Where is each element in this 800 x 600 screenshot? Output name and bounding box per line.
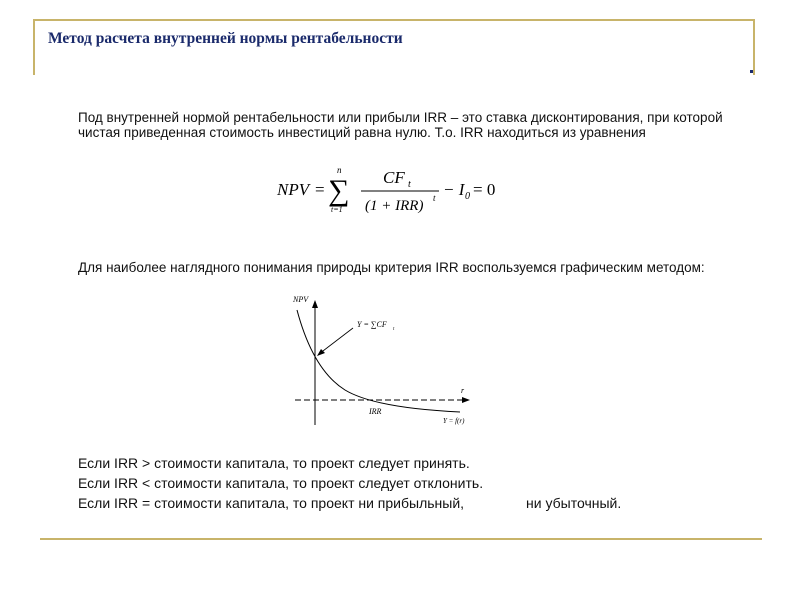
x-axis-arrow	[462, 397, 470, 403]
condition-accept-text: Если IRR > стоимости капитала, то проект следует принять.	[78, 455, 470, 471]
formula-upper: n	[337, 165, 342, 175]
condition-neutral-tail: ни убыточный.	[526, 495, 622, 511]
slide-title: Метод расчета внутренней нормы рентабельности	[48, 30, 403, 47]
condition-reject	[78, 473, 483, 493]
curve-label-sub: t	[393, 327, 395, 332]
function-label: Y = f(r)	[443, 417, 465, 425]
condition-reject-text: Если IRR < стоимости капитала, то проект следует отклонить.	[78, 475, 484, 491]
formula-result: = 0	[473, 180, 496, 199]
root-label: IRR	[369, 407, 382, 416]
definition-paragraph: Под внутренней нормой рентабельности или прибыли IRR – это ставка дисконтирования, при которой чистая приведенная стоимость инвестиций равна нулю. Т.о. IRR находиться из уравнения	[78, 110, 723, 140]
formula-denominator: (1 + IRR)	[365, 198, 424, 214]
formula-numerator-sub: t	[408, 179, 411, 190]
formula-tail-sub: 0	[465, 191, 470, 202]
formula-denominator-sup: t	[433, 193, 436, 203]
formula-lower: t=1	[331, 205, 343, 214]
curve-pointer-line	[319, 328, 353, 354]
decorative-dot	[750, 70, 753, 73]
formula-numerator: CF	[383, 168, 405, 187]
formula-tail: − I	[443, 180, 465, 199]
irr-formula	[275, 160, 515, 220]
formula-sum: ∑	[328, 174, 350, 207]
title-frame-top	[33, 19, 755, 21]
graph-intro-paragraph: Для наиболее наглядного понимания природы критерия IRR воспользуемся графическим методом:	[78, 260, 705, 275]
formula-equals: =	[315, 180, 325, 199]
formula-npv: NPV	[277, 180, 310, 199]
title-frame-right	[753, 19, 755, 75]
title-frame-left	[33, 19, 35, 75]
condition-accept	[78, 453, 470, 473]
condition-neutral-text: Если IRR = стоимости капитала, то проект ни прибыльный,	[78, 495, 465, 511]
bottom-rule	[40, 538, 762, 540]
curve-label: Y = ∑CF	[357, 320, 387, 329]
condition-neutral	[78, 493, 621, 513]
y-axis-label: NPV	[293, 295, 309, 304]
y-axis-arrow	[312, 300, 318, 308]
x-axis-label: r	[461, 386, 465, 395]
irr-graph	[285, 290, 485, 430]
